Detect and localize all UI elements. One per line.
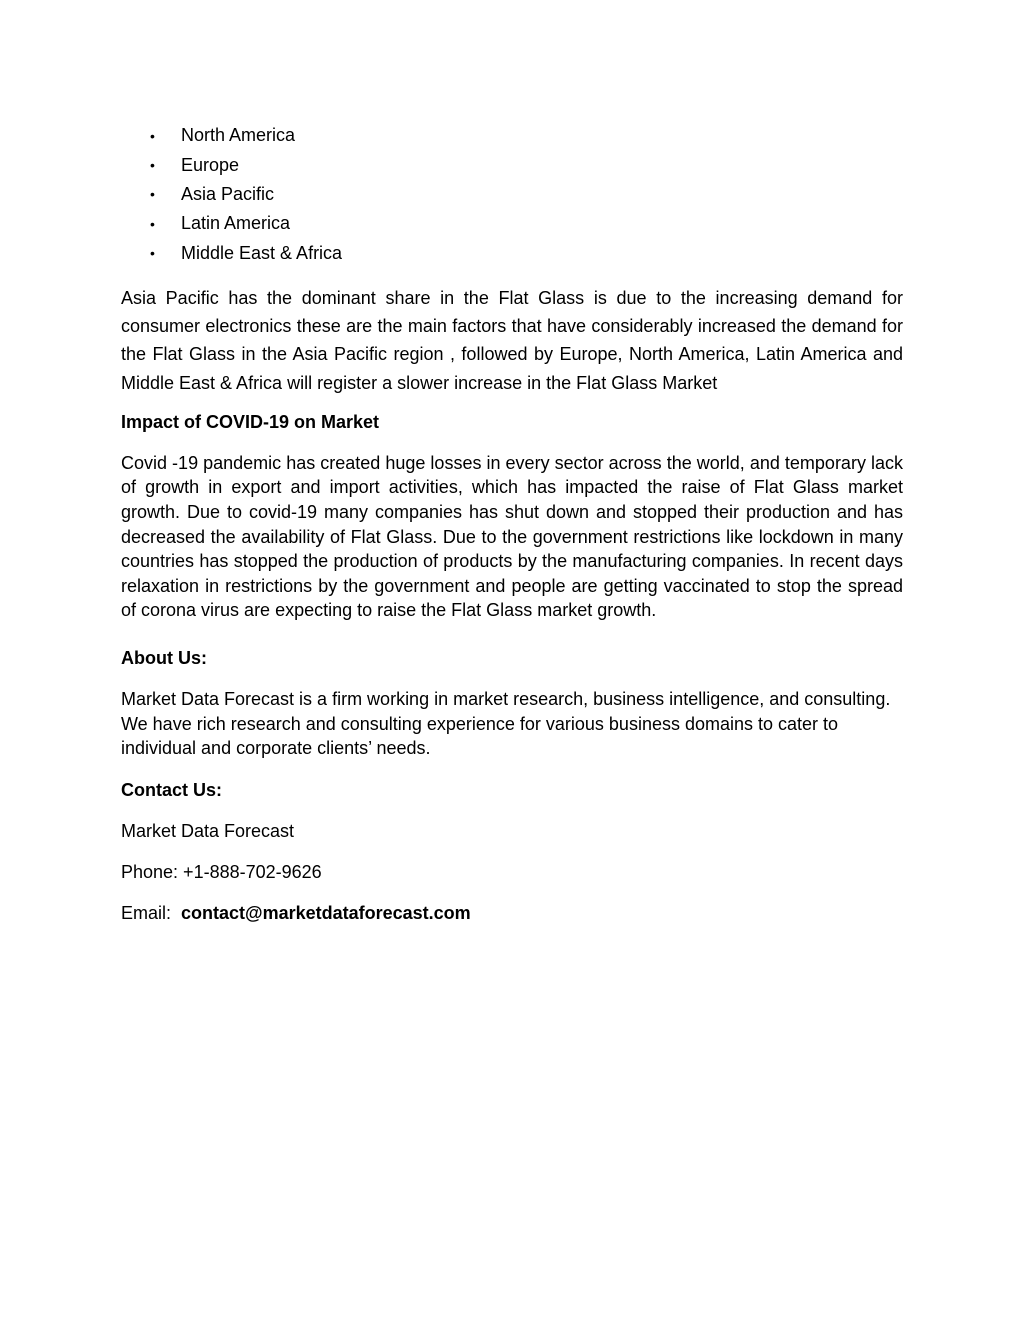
contact-phone: Phone: +1-888-702-9626 <box>121 861 322 882</box>
region-label: Middle East & Africa <box>181 242 343 263</box>
about-heading: About Us: <box>121 647 207 668</box>
region-list-item <box>121 121 903 150</box>
bullet-icon: • <box>150 245 155 262</box>
region-label: North America <box>181 125 296 146</box>
email-link[interactable]: contact@marketdataforecast.com <box>181 902 471 923</box>
regional-analysis-paragraph: Asia Pacific has the dominant share in the Flat Glass is due to the increasing demand for consumer electronics these are the main factors that have considerably increased the demand for the Flat Glass in the Asia Pacific region , followed by Europe, North America, Latin America and Middle East & Africa will register a slower increase in the Flat Glass Market <box>121 287 903 393</box>
region-list-item <box>121 239 903 268</box>
contact-email-line <box>121 901 903 925</box>
region-label: Asia Pacific <box>181 183 275 204</box>
bullet-icon: • <box>150 157 155 174</box>
region-label: Europe <box>181 154 240 175</box>
covid-heading: Impact of COVID-19 on Market <box>121 411 380 432</box>
document-content <box>121 121 903 942</box>
region-label: Latin America <box>181 213 291 234</box>
region-list <box>121 121 903 268</box>
bullet-icon: • <box>150 127 155 144</box>
contact-company: Market Data Forecast <box>121 820 295 841</box>
region-list-item <box>121 150 903 179</box>
bullet-icon: • <box>150 215 155 232</box>
region-list-item <box>121 209 903 238</box>
covid-paragraph: Covid -19 pandemic has created huge losses in every sector across the world, and temporary lack of growth in export and import activities, which has impacted the raise of Flat Glass market growth. Due to covid-19 many companies has shut down and stopped their production and has decreased the availability of Flat Glass. Due to the government restrictions like lockdown in many countries has stopped the production of products by the manufacturing companies. In recent days relaxation in restrictions by the government and people are getting vaccinated to stop the spread of corona virus are expecting to raise the Flat Glass market growth. <box>121 452 903 621</box>
bullet-icon: • <box>150 186 155 203</box>
contact-heading: Contact Us: <box>121 779 223 800</box>
email-label: Email: <box>121 902 172 923</box>
region-list-item <box>121 180 903 209</box>
about-paragraph: Market Data Forecast is a firm working in market research, business intelligence, and consulting. We have rich research and consulting experience for various business domains to cater to individual and corporate clients’ needs. <box>121 688 891 759</box>
